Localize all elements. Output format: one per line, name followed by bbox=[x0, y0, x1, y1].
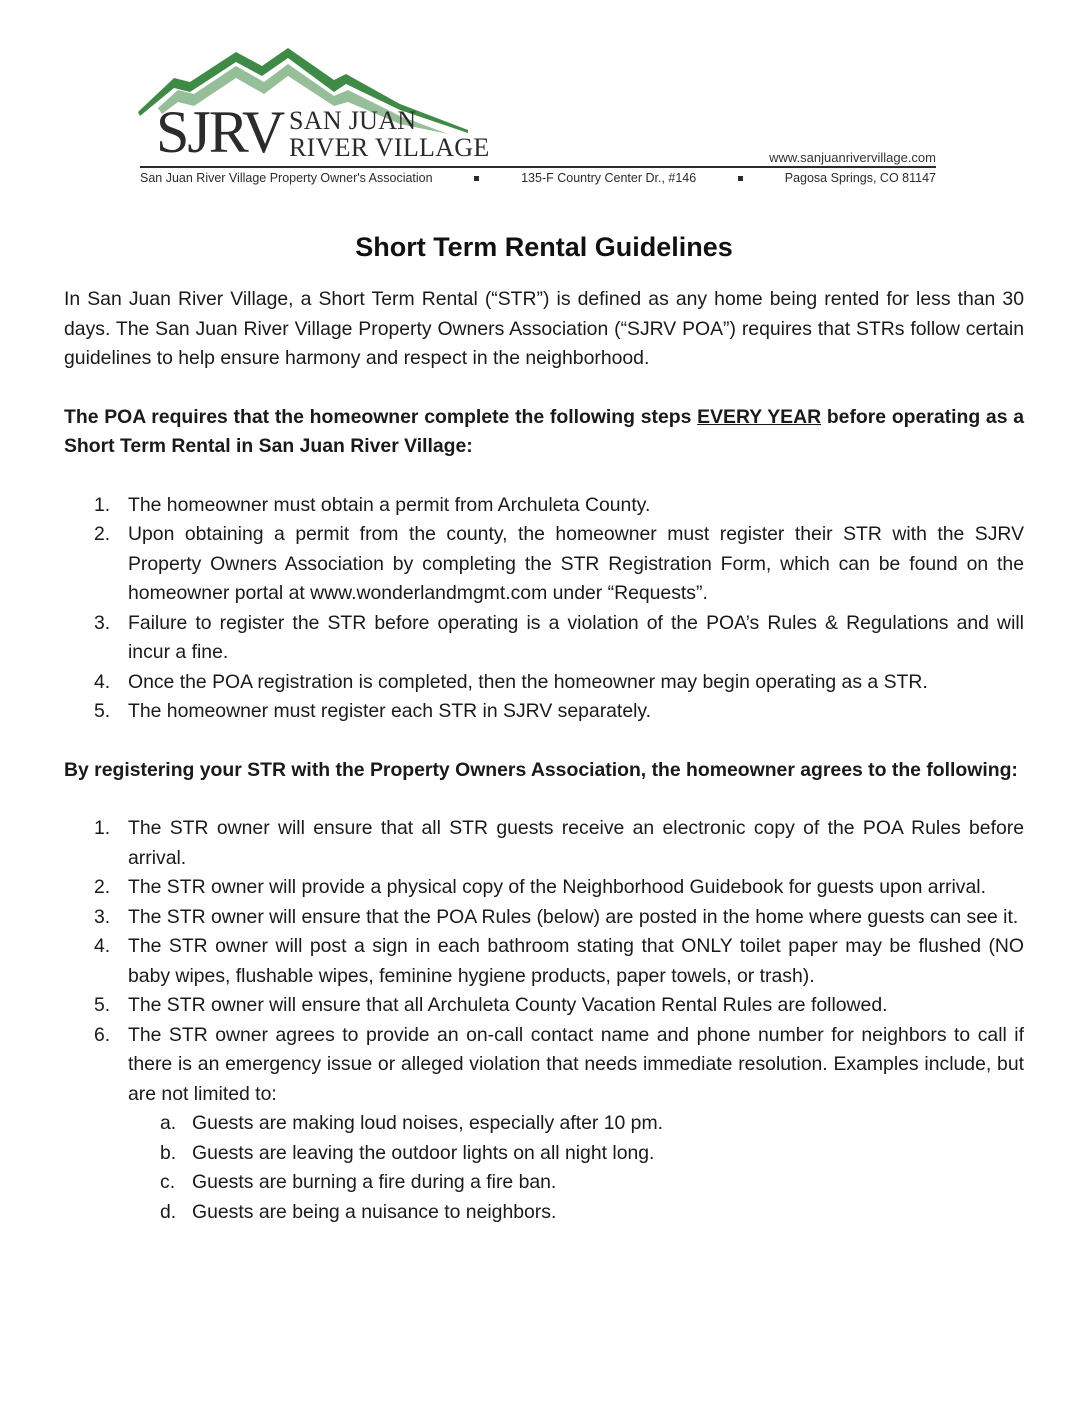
agreement-heading: By registering your STR with the Property Owners Association, the homeowner agrees to the following: bbox=[64, 758, 1018, 781]
sublist-item bbox=[128, 1139, 1024, 1169]
sublist-item bbox=[128, 1198, 1024, 1228]
list-item bbox=[64, 1021, 1024, 1228]
sublist-letter: b. bbox=[160, 1141, 177, 1164]
list-item-text: The STR owner agrees to provide an on-call contact name and phone number for neighbors to call if there is an emergency issue or alleged violation that needs immediate resolution. Examples include, but are not limited to: bbox=[128, 1023, 1024, 1105]
list-item bbox=[64, 873, 1024, 903]
list-item bbox=[64, 491, 1024, 521]
street-address: 135-F Country Center Dr., #146 bbox=[521, 171, 697, 185]
website-link[interactable]: www.sanjuanrivervillage.com bbox=[769, 150, 936, 165]
sublist-item bbox=[128, 1109, 1024, 1139]
requirement-text-after: before operating as a Short Term Rental in San Juan River Village: bbox=[64, 405, 1025, 457]
requirement-text-before: The POA requires that the homeowner complete the following steps bbox=[64, 405, 698, 428]
logo-name-line2: RIVER VILLAGE bbox=[289, 133, 490, 162]
intro-paragraph: In San Juan River Village, a Short Term Rental (“STR”) is defined as any home being rented for less than 30 days. The San Juan River Village Property Owners Association (“SJRV POA”) requires that STRs follow certain guidelines to help ensure harmony and respect in the neighborhood. bbox=[64, 288, 1024, 369]
document-body bbox=[64, 232, 1024, 1227]
examples-sublist bbox=[128, 1109, 1024, 1227]
sublist-item-text: Guests are being a nuisance to neighbors. bbox=[192, 1200, 557, 1223]
list-number: 1. bbox=[94, 493, 111, 516]
list-item-text: The STR owner will ensure that all STR guests receive an electronic copy of the POA Rules before arrival. bbox=[128, 817, 1024, 869]
sublist-letter: c. bbox=[160, 1171, 176, 1193]
list-item bbox=[64, 814, 1024, 873]
list-item bbox=[64, 991, 1024, 1021]
bullet-separator bbox=[738, 176, 743, 181]
sublist-letter: a. bbox=[160, 1112, 177, 1134]
list-number: 4. bbox=[94, 670, 111, 693]
list-number: 2. bbox=[94, 523, 111, 545]
logo-initials: SJRV bbox=[156, 99, 284, 165]
org-name: San Juan River Village Property Owner's Association bbox=[140, 171, 433, 185]
address-bar bbox=[140, 171, 936, 185]
list-item-text: The STR owner will provide a physical copy of the Neighborhood Guidebook for guests upon arrival. bbox=[128, 876, 986, 898]
list-item bbox=[64, 697, 1024, 727]
list-item bbox=[64, 932, 1024, 991]
city-address: Pagosa Springs, CO 81147 bbox=[784, 171, 936, 185]
sublist-item bbox=[128, 1168, 1024, 1198]
list-number: 2. bbox=[94, 876, 111, 898]
list-item-text: The homeowner must register each STR in SJRV separately. bbox=[128, 700, 652, 722]
list-item-text: The STR owner will post a sign in each bathroom stating that ONLY toilet paper may be flushed (NO baby wipes, flushable wipes, feminine hygiene products, paper towels, or trash). bbox=[128, 935, 1024, 987]
list-item bbox=[64, 903, 1024, 933]
list-item-text: The STR owner will ensure that the POA Rules (below) are posted in the home where guests can see it. bbox=[128, 905, 1019, 928]
list-item-text: The STR owner will ensure that all Archuleta County Vacation Rental Rules are followed. bbox=[128, 994, 888, 1016]
letterhead bbox=[0, 0, 1088, 200]
list-item bbox=[64, 609, 1024, 668]
list-item-text: Once the POA registration is completed, then the homeowner may begin operating as a STR. bbox=[128, 670, 928, 693]
letterhead-divider bbox=[140, 166, 936, 168]
list-number: 1. bbox=[94, 817, 111, 839]
list-item-text: Failure to register the STR before operating is a violation of the POA’s Rules & Regulations and will incur a fine. bbox=[128, 611, 1024, 663]
sublist-letter: d. bbox=[160, 1200, 177, 1223]
list-item-text: Upon obtaining a permit from the county, the homeowner must register their STR with the SJRV Property Owners Association by completing the STR Registration Form, which can be found on the homeowner portal at www.wonderlandmgmt.com under “Requests”. bbox=[128, 523, 1024, 604]
list-number: 6. bbox=[94, 1023, 111, 1046]
logo-name-line1: SAN JUAN bbox=[289, 106, 417, 135]
list-item bbox=[64, 668, 1024, 698]
sublist-item-text: Guests are burning a fire during a fire ban. bbox=[192, 1171, 557, 1193]
logo-name bbox=[289, 107, 490, 161]
sublist-item-text: Guests are making loud noises, especially after 10 pm. bbox=[192, 1112, 663, 1134]
steps-list bbox=[64, 491, 1024, 727]
list-number: 5. bbox=[94, 994, 111, 1016]
list-number: 4. bbox=[94, 935, 111, 957]
list-item-text: The homeowner must obtain a permit from Archuleta County. bbox=[128, 493, 651, 516]
requirement-emphasis: EVERY YEAR bbox=[697, 405, 822, 428]
sublist-item-text: Guests are leaving the outdoor lights on all night long. bbox=[192, 1141, 655, 1164]
bullet-separator bbox=[474, 176, 479, 181]
list-number: 3. bbox=[94, 611, 111, 634]
list-number: 3. bbox=[94, 905, 111, 928]
list-number: 5. bbox=[94, 700, 111, 722]
requirement-paragraph bbox=[64, 403, 1024, 462]
list-item bbox=[64, 520, 1024, 609]
page-title: Short Term Rental Guidelines bbox=[355, 232, 733, 262]
agreements-list bbox=[64, 814, 1024, 1227]
